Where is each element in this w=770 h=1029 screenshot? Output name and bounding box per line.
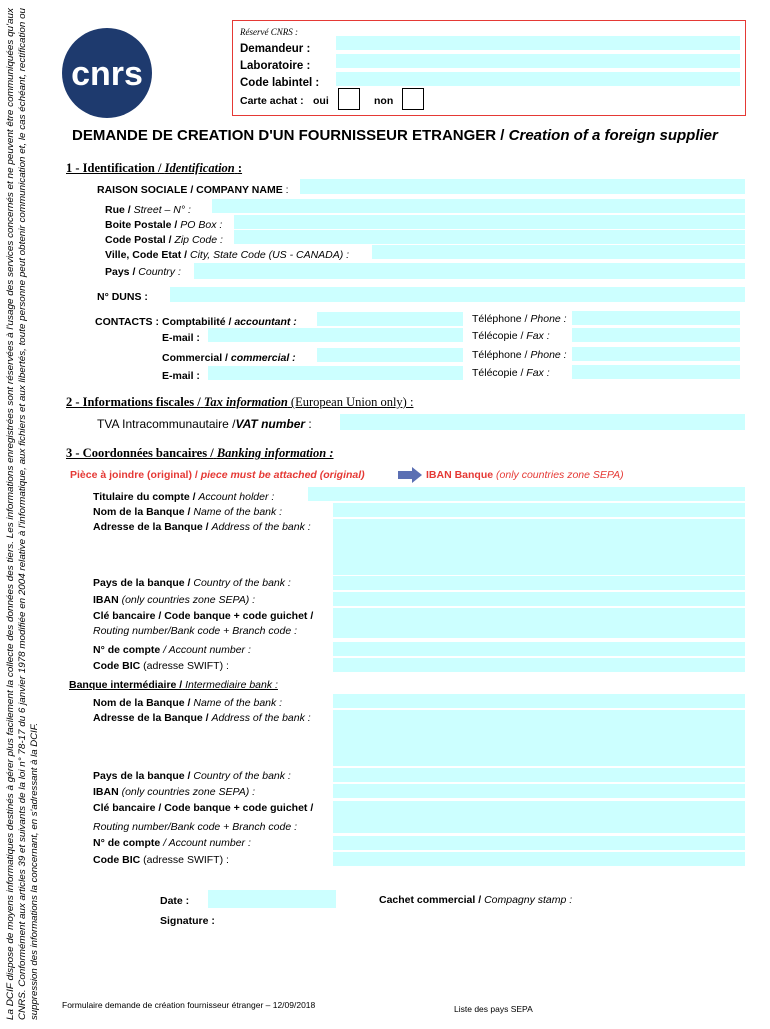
interm-cle-field[interactable]	[333, 801, 745, 833]
interm-bic-field[interactable]	[333, 852, 745, 866]
titulaire-field[interactable]	[308, 487, 745, 501]
bic-label: Code BIC (adresse SWIFT) :	[93, 660, 229, 672]
iban-label: IBAN (only countries zone SEPA) :	[93, 594, 256, 606]
rue-label: Rue / Street – N° :	[105, 204, 191, 216]
section-3-heading: 3 - Coordonnées bancaires / Banking information :	[66, 446, 334, 460]
s1-heading-en: Identification	[164, 161, 235, 175]
legal-line-3: suppression des informations la concernant, en s'adressant à la DCIF.	[29, 722, 40, 1020]
routing-label: Routing number/Bank code + Branch code :	[93, 625, 298, 637]
compte-label: N° de compte / Account number :	[93, 644, 251, 656]
s1-heading-colon: :	[237, 161, 243, 175]
duns-label: N° DUNS :	[97, 291, 148, 303]
laboratoire-field[interactable]	[336, 54, 740, 68]
telephone-2-label: Téléphone / Phone :	[472, 349, 567, 361]
pays-banque-field[interactable]	[333, 576, 745, 590]
fax-2-field[interactable]	[572, 365, 740, 379]
s1-heading-fr: 1 - Identification /	[66, 161, 162, 175]
code-postal-field[interactable]	[234, 230, 745, 244]
interm-routing-label: Routing number/Bank code + Branch code :	[93, 821, 298, 833]
date-label: Date :	[160, 895, 190, 907]
interm-compte-label: N° de compte / Account number :	[93, 837, 251, 849]
interm-adresse-field[interactable]	[333, 710, 745, 766]
banque-intermediaire-heading: Banque intermédiaire / Intermediaire bank :	[69, 679, 278, 691]
tva-label: TVA Intracommunautaire /VAT number :	[97, 417, 312, 431]
raison-sociale-field[interactable]	[300, 179, 745, 194]
commercial-field[interactable]	[317, 348, 463, 362]
title-en: Creation of a foreign supplier	[508, 127, 718, 144]
section-2-heading: 2 - Informations fiscales / Tax information (European Union only) :	[66, 395, 414, 409]
demandeur-field[interactable]	[336, 36, 740, 50]
code-labintel-field[interactable]	[336, 72, 740, 86]
pays-label: Pays / Country :	[105, 266, 181, 278]
rue-field[interactable]	[212, 199, 745, 213]
adresse-banque-label: Adresse de la Banque / Address of the bank :	[93, 521, 311, 533]
email-2-field[interactable]	[208, 366, 463, 380]
oui-checkbox[interactable]	[338, 88, 360, 110]
interm-nom-banque-label: Nom de la Banque / Name of the bank :	[93, 697, 283, 709]
oui-label: oui	[313, 95, 329, 107]
laboratoire-label: Laboratoire :	[240, 60, 311, 72]
cachet-label: Cachet commercial / Compagny stamp :	[379, 894, 573, 906]
compte-field[interactable]	[333, 642, 745, 656]
code-labintel-label: Code labintel :	[240, 77, 320, 89]
sepa-list-link[interactable]: Liste des pays SEPA	[454, 1004, 533, 1014]
demandeur-label: Demandeur :	[240, 43, 311, 55]
interm-iban-label: IBAN (only countries zone SEPA) :	[93, 786, 256, 798]
fax-2-label: Télécopie / Fax :	[472, 367, 550, 379]
ville-label: Ville, Code Etat / City, State Code (US - CANADA) :	[105, 249, 350, 261]
telephone-1-field[interactable]	[572, 311, 740, 325]
interm-bic-label: Code BIC (adresse SWIFT) :	[93, 854, 229, 866]
interm-compte-field[interactable]	[333, 836, 745, 850]
legal-line-2: CNRS. Conformément aux articles 39 et suivants de la loi n° 78-17 du 6 janvier 1978 modifiée en 2004 relative à l'informatique, aux fichiers et aux libertés, toute personne peut obtenir communication et, le cas échéant, rectification ou	[17, 31, 28, 1020]
email-1-label: E-mail :	[162, 332, 200, 344]
footer-form-name: Formulaire demande de création fournisseur étranger – 12/09/2018	[62, 1000, 316, 1010]
interm-iban-field[interactable]	[333, 784, 745, 798]
comptabilite-label: Comptabilité / accountant :	[162, 316, 297, 328]
email-1-field[interactable]	[208, 328, 463, 342]
carte-achat-label: Carte achat :	[240, 95, 304, 107]
cnrs-logo	[60, 26, 154, 120]
contacts-label: CONTACTS :	[95, 316, 159, 328]
boite-postale-field[interactable]	[234, 215, 745, 229]
logo-text: cnrs	[71, 55, 143, 93]
code-postal-label: Code Postal / Zip Code :	[105, 234, 223, 246]
titulaire-label: Titulaire du compte / Account holder :	[93, 491, 275, 503]
raison-sociale-label: RAISON SOCIALE / COMPANY NAME :	[97, 184, 289, 196]
legal-side-text	[0, 0, 48, 1024]
arrow-right-icon	[398, 467, 422, 483]
nom-banque-field[interactable]	[333, 503, 745, 517]
pays-banque-label: Pays de la banque / Country of the bank :	[93, 577, 291, 589]
fax-1-field[interactable]	[572, 328, 740, 342]
title-fr: DEMANDE DE CREATION D'UN FOURNISSEUR ETRANGER /	[72, 127, 505, 144]
piece-a-joindre: Pièce à joindre (original) / piece must be attached (original)	[70, 469, 365, 481]
interm-pays-field[interactable]	[333, 768, 745, 782]
interm-cle-label: Clé bancaire / Code banque + code guichet /	[93, 802, 314, 814]
email-2-label: E-mail :	[162, 370, 200, 382]
ville-field[interactable]	[372, 245, 745, 259]
nom-banque-label: Nom de la Banque / Name of the bank :	[93, 506, 283, 518]
adresse-banque-field[interactable]	[333, 519, 745, 575]
interm-pays-label: Pays de la banque / Country of the bank :	[93, 770, 291, 782]
bic-field[interactable]	[333, 658, 745, 672]
cle-bancaire-label: Clé bancaire / Code banque + code guichet /	[93, 610, 314, 622]
interm-adresse-label: Adresse de la Banque / Address of the bank :	[93, 712, 311, 724]
date-field[interactable]	[208, 890, 336, 908]
commercial-label: Commercial / commercial :	[162, 352, 296, 364]
iban-field[interactable]	[333, 592, 745, 606]
section-1-heading	[66, 161, 242, 176]
comptabilite-field[interactable]	[317, 312, 463, 326]
tva-field[interactable]	[340, 414, 745, 430]
iban-banque-link[interactable]: IBAN Banque (only countries zone SEPA)	[426, 469, 624, 481]
telephone-1-label: Téléphone / Phone :	[472, 313, 567, 325]
telephone-2-field[interactable]	[572, 347, 740, 361]
duns-field[interactable]	[170, 287, 745, 302]
cle-bancaire-field[interactable]	[333, 608, 745, 638]
signature-label: Signature :	[160, 915, 215, 927]
legal-line-1: La DCIF dispose de moyens informatiques destinés à gérer plus facilement la collecte des données des tiers. Les informations enregistrées sont réservées à l'usage des services concernés et ne peuvent être communiquées qu'aux	[5, 40, 16, 1020]
page-title	[72, 127, 718, 144]
fax-1-label: Télécopie / Fax :	[472, 330, 550, 342]
interm-nom-banque-field[interactable]	[333, 694, 745, 708]
non-label: non	[374, 95, 394, 107]
boite-postale-label: Boite Postale / PO Box :	[105, 219, 223, 231]
pays-field[interactable]	[194, 263, 745, 279]
non-checkbox[interactable]	[402, 88, 424, 110]
reserve-heading: Réservé CNRS :	[240, 27, 298, 37]
